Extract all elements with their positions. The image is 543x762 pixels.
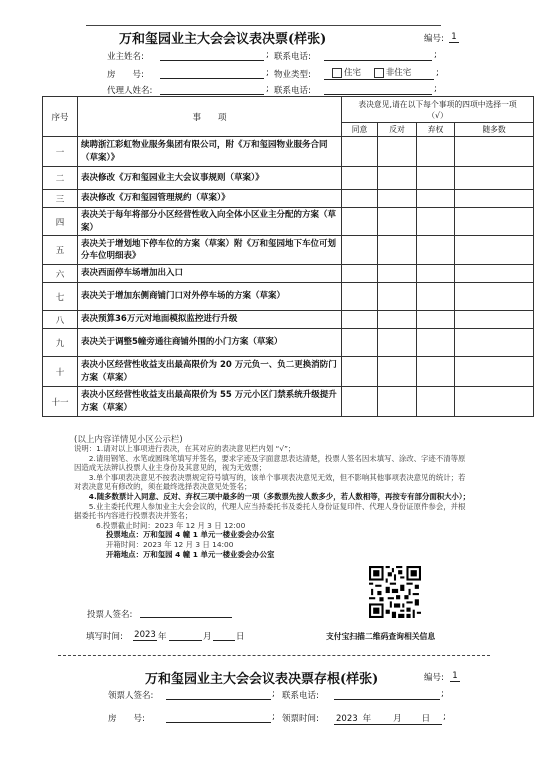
row-item-text: 表决关于每年将部分小区经营性收入向全体小区业主分配的方案（草案） — [78, 208, 342, 236]
agent-phone-label: 联系电话: — [274, 86, 311, 96]
separator: ; — [266, 84, 269, 94]
vote-cell-agree[interactable] — [342, 190, 378, 208]
note-6: 6.投票截止时间：2023 年 12 月 3 日 12:00 — [96, 520, 246, 530]
vote-cell-abstain[interactable] — [417, 283, 455, 311]
vote-cell-agree[interactable] — [342, 283, 378, 311]
table-row — [43, 311, 534, 329]
voter-sign-label: 投票人签名: — [87, 610, 133, 620]
vote-cell-oppose[interactable] — [378, 329, 417, 357]
vote-cell-agree[interactable] — [342, 357, 378, 387]
col-item-header: 事 项 — [78, 97, 342, 137]
stub-title: 万和玺园业主大会会议表决票存根(样张) — [145, 672, 379, 687]
table-row — [43, 208, 534, 236]
row-item-text: 表决西面停车场增加出入口 — [78, 265, 342, 283]
table-row — [43, 137, 534, 167]
owner-name-label: 业主姓名: — [107, 52, 144, 62]
fill-day-field[interactable] — [213, 640, 235, 641]
row-seq: 五 — [43, 236, 78, 265]
note-4: 4.随多数票计入同意、反对、弃权三项中最多的一项（多数票先按人数多少，若人数相等，再按专有部分面积大小）； — [88, 491, 470, 501]
room-label: 房 号: — [107, 70, 144, 80]
vote-cell-abstain[interactable] — [417, 329, 455, 357]
vote-cell-abstain[interactable] — [417, 311, 455, 329]
top-rule — [86, 25, 441, 26]
vote-cell-oppose[interactable] — [378, 265, 417, 283]
stub-day-unit: 日 — [421, 714, 431, 724]
row-seq: 四 — [43, 208, 78, 236]
owner-name-field[interactable] — [160, 60, 264, 61]
non-residential-option-label: 非住宅 — [385, 68, 412, 78]
vote-cell-abstain[interactable] — [417, 265, 455, 283]
stub-year: 2023 — [336, 714, 358, 724]
stub-serial-number: 1 — [450, 671, 460, 682]
vote-cell-follow-majority[interactable] — [455, 137, 534, 167]
serial-number: 1 — [449, 32, 459, 43]
note-1: 说明：1.请对以上事项进行表决，在其对应的表决意见栏内划 “√”； — [74, 444, 296, 453]
row-seq: 七 — [43, 283, 78, 311]
stub-year-unit: 年 — [362, 714, 372, 724]
receive-time-field[interactable] — [334, 712, 442, 725]
vote-cell-oppose[interactable] — [378, 190, 417, 208]
table-row — [43, 329, 534, 357]
fill-month-field[interactable] — [169, 640, 202, 641]
vote-cell-abstain[interactable] — [417, 137, 455, 167]
fill-year: 2023 — [134, 630, 156, 640]
row-seq: 二 — [43, 167, 78, 190]
separator: ; — [272, 689, 275, 699]
table-row — [43, 236, 534, 265]
property-type-options — [324, 66, 434, 80]
vote-cell-oppose[interactable] — [378, 387, 417, 417]
vote-cell-follow-majority[interactable] — [455, 167, 534, 190]
row-seq: 十 — [43, 357, 78, 387]
year-unit: 年 — [158, 632, 167, 642]
vote-cell-follow-majority[interactable] — [455, 208, 534, 236]
row-seq: 六 — [43, 265, 78, 283]
receive-time-label: 领票时间: — [282, 714, 319, 724]
vote-cell-oppose[interactable] — [378, 236, 417, 265]
separator: ; — [436, 68, 439, 78]
vote-cell-agree[interactable] — [342, 137, 378, 167]
row-item-text: 表决关于增加东侧商铺门口对外停车场的方案（草案） — [78, 283, 342, 311]
separator: ; — [272, 712, 275, 722]
vote-cell-abstain[interactable] — [417, 167, 455, 190]
row-seq: 十一 — [43, 387, 78, 417]
row-item-text: 表决小区经营性收益支出最高限价为 55 万元小区门禁系统升级提升方案（草案） — [78, 387, 342, 417]
separator: ; — [266, 68, 269, 78]
table-row — [43, 357, 534, 387]
receiver-sign-label: 领票人签名: — [108, 691, 154, 701]
vote-cell-agree[interactable] — [342, 167, 378, 190]
vote-cell-oppose[interactable] — [378, 208, 417, 236]
note-5: 5.业主委托代理人参加业主大会会议的，代理人应当持委托书及委托人身份证复印件、代理人身份证原件参会，并根据委托书内容进行投票表决并签名； — [74, 501, 466, 521]
vote-cell-agree[interactable] — [342, 311, 378, 329]
row-item-text: 表决关于增划地下停车位的方案（草案）附《万和玺园地下车位可划分车位明细表》 — [78, 236, 342, 265]
vote-cell-abstain[interactable] — [417, 357, 455, 387]
separator: ; — [434, 84, 437, 94]
contact-phone-label: 联系电话: — [274, 52, 311, 62]
vote-cell-follow-majority[interactable] — [455, 357, 534, 387]
month-unit: 月 — [203, 632, 212, 642]
vote-cell-agree[interactable] — [342, 208, 378, 236]
row-seq: 九 — [43, 329, 78, 357]
row-seq: 三 — [43, 190, 78, 208]
notice: (以上内容详情见小区公示栏) — [74, 435, 183, 445]
room-field[interactable] — [160, 78, 264, 79]
agent-name-label: 代理人姓名: — [107, 86, 153, 96]
non-residential-checkbox[interactable] — [374, 68, 384, 78]
col-abstain: 弃权 — [417, 123, 455, 137]
opinion-header: 表决意见,请在以下每个事项的四项中选择一项（√） — [342, 97, 534, 123]
separator: ; — [266, 50, 269, 60]
vote-cell-abstain[interactable] — [417, 236, 455, 265]
vote-cell-agree[interactable] — [342, 329, 378, 357]
vote-cell-oppose[interactable] — [378, 357, 417, 387]
vote-cell-agree[interactable] — [342, 265, 378, 283]
stub-serial-label: 编号: — [424, 673, 444, 683]
separator: ; — [441, 689, 444, 699]
instructions — [74, 444, 470, 559]
qr-code-icon[interactable] — [369, 566, 421, 618]
agent-phone-field[interactable] — [324, 94, 432, 95]
row-item-text: 表决修改《万和玺园业主大会议事规则（草案）》 — [78, 167, 342, 190]
count-place: 开箱地点：万和玺园 4 幢 1 单元一楼业委会办公室 — [106, 549, 275, 559]
vote-cell-agree[interactable] — [342, 236, 378, 265]
row-item-text: 续聘浙江彩虹物业服务集团有限公司，附《万和玺园物业服务合同（草案）》 — [78, 137, 342, 167]
vote-place: 投票地点：万和玺园 4 幢 1 单元一楼业委会办公室 — [106, 530, 275, 540]
table-row — [43, 190, 534, 208]
property-type-label: 物业类型: — [274, 70, 311, 80]
table-row — [43, 167, 534, 190]
residential-checkbox[interactable] — [332, 68, 342, 78]
day-unit: 日 — [236, 632, 245, 642]
separator: ; — [443, 712, 446, 722]
ballot-title: 万和玺园业主大会会议表决票(样张) — [119, 32, 327, 47]
col-seq-header: 序号 — [43, 97, 78, 137]
count-time: 开箱时间：2023 年 12 月 3 日 14:00 — [106, 539, 234, 549]
row-item-text: 表决预算36万元对地面模拟监控进行升级 — [78, 311, 342, 329]
vote-cell-follow-majority[interactable] — [455, 387, 534, 417]
cut-line — [58, 655, 490, 656]
vote-cell-abstain[interactable] — [417, 208, 455, 236]
separator: ; — [434, 50, 437, 60]
col-agree: 同意 — [342, 123, 378, 137]
col-oppose: 反对 — [378, 123, 417, 137]
row-item-text: 表决修改《万和玺园管理规约（草案）》 — [78, 190, 342, 208]
vote-cell-oppose[interactable] — [378, 283, 417, 311]
vote-cell-follow-majority[interactable] — [455, 236, 534, 265]
fill-time-label: 填写时间: — [86, 632, 123, 642]
vote-cell-follow-majority[interactable] — [455, 265, 534, 283]
stub-room-label: 房 号: — [108, 714, 145, 724]
voter-sign-field[interactable] — [140, 617, 232, 618]
stub-phone-label: 联系电话: — [282, 691, 319, 701]
stub-phone-field[interactable] — [334, 699, 440, 700]
note-3: 3.单个事项表决意见不按表决票规定符号填写的，该单个事项表决意见无效，但不影响其他事项表决意见的统计；若对表决意见有修改的，须在最终选择表决意见处签名； — [74, 472, 466, 492]
serial-label: 编号: — [424, 34, 444, 44]
vote-cell-follow-majority[interactable] — [455, 311, 534, 329]
stub-room-field[interactable] — [166, 722, 271, 723]
row-seq: 一 — [43, 137, 78, 167]
vote-cell-follow-majority[interactable] — [455, 283, 534, 311]
col-follow-majority: 随多数 — [455, 123, 534, 137]
vote-cell-abstain[interactable] — [417, 190, 455, 208]
vote-cell-oppose[interactable] — [378, 311, 417, 329]
ballot-table — [42, 96, 534, 417]
vote-cell-follow-majority[interactable] — [455, 190, 534, 208]
vote-cell-abstain[interactable] — [417, 387, 455, 417]
table-row — [43, 265, 534, 283]
row-seq: 八 — [43, 311, 78, 329]
vote-cell-follow-majority[interactable] — [455, 329, 534, 357]
agent-name-field[interactable] — [160, 94, 264, 95]
note-2: 2.请用钢笔、水笔或圆珠笔填写并签名，要求字迹及字面意思表达清楚，投票人签名因未填写、涂改、字迹不清等原因造成无法辨认投票人业主身份及其意见的，视为无效票； — [74, 453, 466, 473]
row-item-text: 表决小区经营性收益支出最高限价为 20 万元负一、负二更换消防门方案（草案） — [78, 357, 342, 387]
table-row — [43, 283, 534, 311]
residential-option-label: 住宅 — [344, 68, 362, 78]
qr-caption: 支付宝扫描二维码查询相关信息 — [326, 632, 436, 641]
contact-phone-field[interactable] — [324, 60, 432, 61]
vote-cell-oppose[interactable] — [378, 167, 417, 190]
stub-month-unit: 月 — [393, 714, 402, 724]
table-row — [43, 387, 534, 417]
receiver-sign-field[interactable] — [166, 699, 271, 700]
vote-cell-oppose[interactable] — [378, 137, 417, 167]
row-item-text: 表决关于调整5幢旁通往商铺外围的小门方案（草案） — [78, 329, 342, 357]
vote-cell-agree[interactable] — [342, 387, 378, 417]
